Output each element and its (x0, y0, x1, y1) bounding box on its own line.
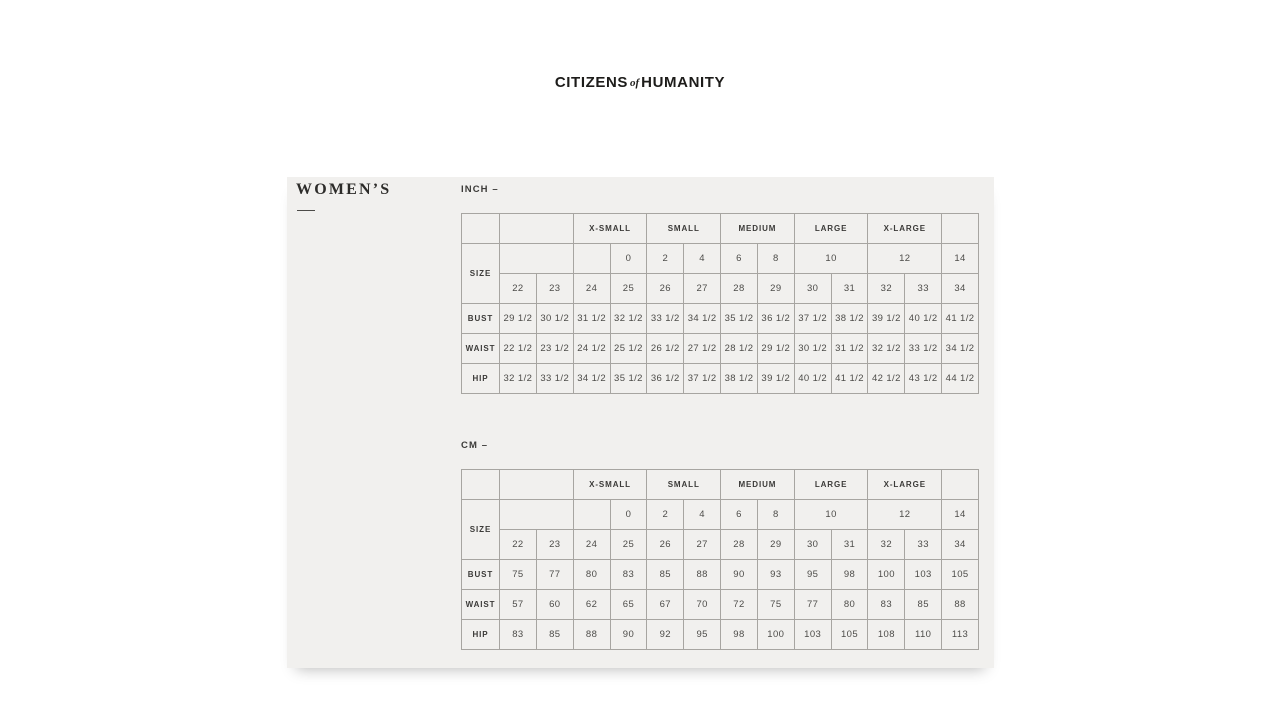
logo-citizens: CITIZENS (554, 74, 628, 91)
cm-group-x-small: X-SMALL (573, 470, 647, 500)
inch-waist-value-9: 31 1/2 (831, 334, 868, 364)
inch-denim-size-23: 23 (536, 274, 573, 304)
cm-numeric-size-12: 12 (868, 500, 942, 530)
cm-denim-size-34: 34 (942, 530, 979, 560)
inch-row-hip (462, 364, 979, 394)
inch-denim-size-29: 29 (757, 274, 794, 304)
logo-of: of (630, 77, 640, 89)
cm-row-hip (462, 620, 979, 650)
cm-row-waist (462, 590, 979, 620)
inch-size-table (461, 213, 979, 394)
cm-hip-value-11: 110 (905, 620, 942, 650)
cm-hip-value-7: 100 (757, 620, 794, 650)
inch-hip-value-6: 38 1/2 (721, 364, 758, 394)
inch-numeric-size-2: 2 (647, 244, 684, 274)
cm-denim-size-29: 29 (757, 530, 794, 560)
inch-waist-value-8: 30 1/2 (794, 334, 831, 364)
cm-bust-value-6: 90 (721, 560, 758, 590)
inch-hip-value-9: 41 1/2 (831, 364, 868, 394)
inch-waist-value-6: 28 1/2 (721, 334, 758, 364)
cm-hip-value-12: 113 (942, 620, 979, 650)
cm-numeric-size-14: 14 (942, 500, 979, 530)
inch-waist-value-11: 33 1/2 (905, 334, 942, 364)
cm-hip-value-10: 108 (868, 620, 905, 650)
cm-numeric-size-empty (500, 500, 574, 530)
logo-humanity: HUMANITY (641, 74, 726, 91)
inch-hip-value-7: 39 1/2 (757, 364, 794, 394)
inch-group-x-small: X-SMALL (573, 214, 647, 244)
inch-row-bust (462, 304, 979, 334)
inch-bust-value-1: 30 1/2 (536, 304, 573, 334)
cm-label-bust: BUST (462, 560, 500, 590)
cm-group-x-large: X-LARGE (868, 470, 942, 500)
cm-numeric-size-4: 4 (684, 500, 721, 530)
cm-waist-value-2: 62 (573, 590, 610, 620)
inch-waist-value-7: 29 1/2 (757, 334, 794, 364)
inch-numeric-size-empty (500, 244, 574, 274)
inch-waist-value-3: 25 1/2 (610, 334, 647, 364)
cm-hip-value-2: 88 (573, 620, 610, 650)
section-title: WOMEN’S (296, 181, 392, 198)
inch-denim-size-33: 33 (905, 274, 942, 304)
cm-waist-value-9: 80 (831, 590, 868, 620)
cm-denim-size-27: 27 (684, 530, 721, 560)
cm-label-hip: HIP (462, 620, 500, 650)
cm-denim-size-24: 24 (573, 530, 610, 560)
cm-numeric-size-2: 2 (647, 500, 684, 530)
cm-bust-value-11: 103 (905, 560, 942, 590)
cm-unit-label: CM – (461, 440, 489, 451)
inch-bust-value-3: 32 1/2 (610, 304, 647, 334)
cm-group-large: LARGE (794, 470, 868, 500)
cm-waist-value-12: 88 (942, 590, 979, 620)
inch-group-small: SMALL (647, 214, 721, 244)
inch-hip-value-3: 35 1/2 (610, 364, 647, 394)
cm-denim-size-23: 23 (536, 530, 573, 560)
cm-bust-value-7: 93 (757, 560, 794, 590)
inch-bust-value-2: 31 1/2 (573, 304, 610, 334)
inch-denim-size-26: 26 (647, 274, 684, 304)
inch-denim-size-25: 25 (610, 274, 647, 304)
cm-group-empty (942, 470, 979, 500)
inch-hip-value-11: 43 1/2 (905, 364, 942, 394)
inch-bust-value-8: 37 1/2 (794, 304, 831, 334)
cm-bust-value-8: 95 (794, 560, 831, 590)
inch-waist-value-1: 23 1/2 (536, 334, 573, 364)
inch-denim-size-30: 30 (794, 274, 831, 304)
size-chart-panel (287, 177, 994, 668)
inch-waist-value-5: 27 1/2 (684, 334, 721, 364)
inch-hip-value-10: 42 1/2 (868, 364, 905, 394)
inch-numeric-size-14: 14 (942, 244, 979, 274)
cm-size-table-host (461, 469, 979, 650)
cm-waist-value-8: 77 (794, 590, 831, 620)
cm-label-waist: WAIST (462, 590, 500, 620)
cm-denim-size-31: 31 (831, 530, 868, 560)
cm-hip-value-0: 83 (500, 620, 537, 650)
inch-size-row-label: SIZE (462, 244, 500, 304)
cm-hip-value-9: 105 (831, 620, 868, 650)
inch-bust-value-10: 39 1/2 (868, 304, 905, 334)
cm-numeric-size-10: 10 (794, 500, 868, 530)
inch-size-table-host (461, 213, 979, 394)
size-charts-column (461, 185, 979, 650)
cm-waist-value-10: 83 (868, 590, 905, 620)
inch-numeric-size-12: 12 (868, 244, 942, 274)
inch-numeric-size-4: 4 (684, 244, 721, 274)
cm-denim-size-22: 22 (500, 530, 537, 560)
cm-denim-size-33: 33 (905, 530, 942, 560)
cm-bust-value-10: 100 (868, 560, 905, 590)
inch-chart-block (461, 185, 979, 394)
inch-denim-size-32: 32 (868, 274, 905, 304)
cm-waist-value-1: 60 (536, 590, 573, 620)
cm-bust-value-2: 80 (573, 560, 610, 590)
cm-waist-value-11: 85 (905, 590, 942, 620)
cm-bust-value-4: 85 (647, 560, 684, 590)
brand-logo (0, 74, 1280, 91)
cm-denim-size-25: 25 (610, 530, 647, 560)
cm-waist-value-6: 72 (721, 590, 758, 620)
inch-hip-value-4: 36 1/2 (647, 364, 684, 394)
inch-bust-value-0: 29 1/2 (500, 304, 537, 334)
inch-waist-value-12: 34 1/2 (942, 334, 979, 364)
inch-group-empty (942, 214, 979, 244)
cm-bust-value-0: 75 (500, 560, 537, 590)
cm-size-table (461, 469, 979, 650)
cm-denim-size-28: 28 (721, 530, 758, 560)
inch-bust-value-7: 36 1/2 (757, 304, 794, 334)
cm-chart-block (461, 441, 979, 650)
inch-hip-value-1: 33 1/2 (536, 364, 573, 394)
inch-bust-value-12: 41 1/2 (942, 304, 979, 334)
cm-waist-value-5: 70 (684, 590, 721, 620)
inch-hip-value-5: 37 1/2 (684, 364, 721, 394)
inch-denim-size-34: 34 (942, 274, 979, 304)
inch-group-large: LARGE (794, 214, 868, 244)
cm-group-small: SMALL (647, 470, 721, 500)
inch-hip-value-0: 32 1/2 (500, 364, 537, 394)
cm-bust-value-5: 88 (684, 560, 721, 590)
inch-group-medium: MEDIUM (721, 214, 795, 244)
inch-waist-value-0: 22 1/2 (500, 334, 537, 364)
inch-label-waist: WAIST (462, 334, 500, 364)
inch-numeric-size-10: 10 (794, 244, 868, 274)
cm-numeric-size-0: 0 (610, 500, 647, 530)
inch-numeric-size-empty (573, 244, 610, 274)
inch-bust-value-11: 40 1/2 (905, 304, 942, 334)
cm-group-empty (462, 470, 500, 500)
cm-hip-value-1: 85 (536, 620, 573, 650)
cm-group-medium: MEDIUM (721, 470, 795, 500)
cm-waist-value-4: 67 (647, 590, 684, 620)
cm-group-empty (500, 470, 574, 500)
inch-waist-value-4: 26 1/2 (647, 334, 684, 364)
cm-bust-value-3: 83 (610, 560, 647, 590)
inch-denim-size-27: 27 (684, 274, 721, 304)
inch-group-empty (462, 214, 500, 244)
inch-denim-size-28: 28 (721, 274, 758, 304)
inch-bust-value-4: 33 1/2 (647, 304, 684, 334)
cm-denim-size-30: 30 (794, 530, 831, 560)
cm-hip-value-3: 90 (610, 620, 647, 650)
inch-denim-size-24: 24 (573, 274, 610, 304)
inch-hip-value-12: 44 1/2 (942, 364, 979, 394)
cm-numeric-size-6: 6 (721, 500, 758, 530)
inch-numeric-size-6: 6 (721, 244, 758, 274)
inch-group-x-large: X-LARGE (868, 214, 942, 244)
inch-waist-value-2: 24 1/2 (573, 334, 610, 364)
inch-bust-value-9: 38 1/2 (831, 304, 868, 334)
cm-bust-value-12: 105 (942, 560, 979, 590)
inch-hip-value-2: 34 1/2 (573, 364, 610, 394)
cm-hip-value-4: 92 (647, 620, 684, 650)
cm-numeric-size-8: 8 (757, 500, 794, 530)
cm-numeric-size-empty (573, 500, 610, 530)
inch-group-empty (500, 214, 574, 244)
section-title-underline (297, 210, 315, 211)
cm-waist-value-0: 57 (500, 590, 537, 620)
inch-row-waist (462, 334, 979, 364)
cm-denim-size-26: 26 (647, 530, 684, 560)
inch-bust-value-6: 35 1/2 (721, 304, 758, 334)
cm-denim-size-32: 32 (868, 530, 905, 560)
cm-hip-value-5: 95 (684, 620, 721, 650)
womens-section-header (296, 181, 391, 211)
cm-bust-value-1: 77 (536, 560, 573, 590)
inch-numeric-size-0: 0 (610, 244, 647, 274)
inch-label-bust: BUST (462, 304, 500, 334)
inch-denim-size-22: 22 (500, 274, 537, 304)
inch-numeric-size-8: 8 (757, 244, 794, 274)
inch-waist-value-10: 32 1/2 (868, 334, 905, 364)
cm-waist-value-3: 65 (610, 590, 647, 620)
cm-bust-value-9: 98 (831, 560, 868, 590)
inch-bust-value-5: 34 1/2 (684, 304, 721, 334)
inch-denim-size-31: 31 (831, 274, 868, 304)
inch-hip-value-8: 40 1/2 (794, 364, 831, 394)
inch-unit-label: INCH – (461, 184, 499, 195)
cm-hip-value-6: 98 (721, 620, 758, 650)
inch-label-hip: HIP (462, 364, 500, 394)
cm-size-row-label: SIZE (462, 500, 500, 560)
cm-hip-value-8: 103 (794, 620, 831, 650)
cm-waist-value-7: 75 (757, 590, 794, 620)
cm-row-bust (462, 560, 979, 590)
